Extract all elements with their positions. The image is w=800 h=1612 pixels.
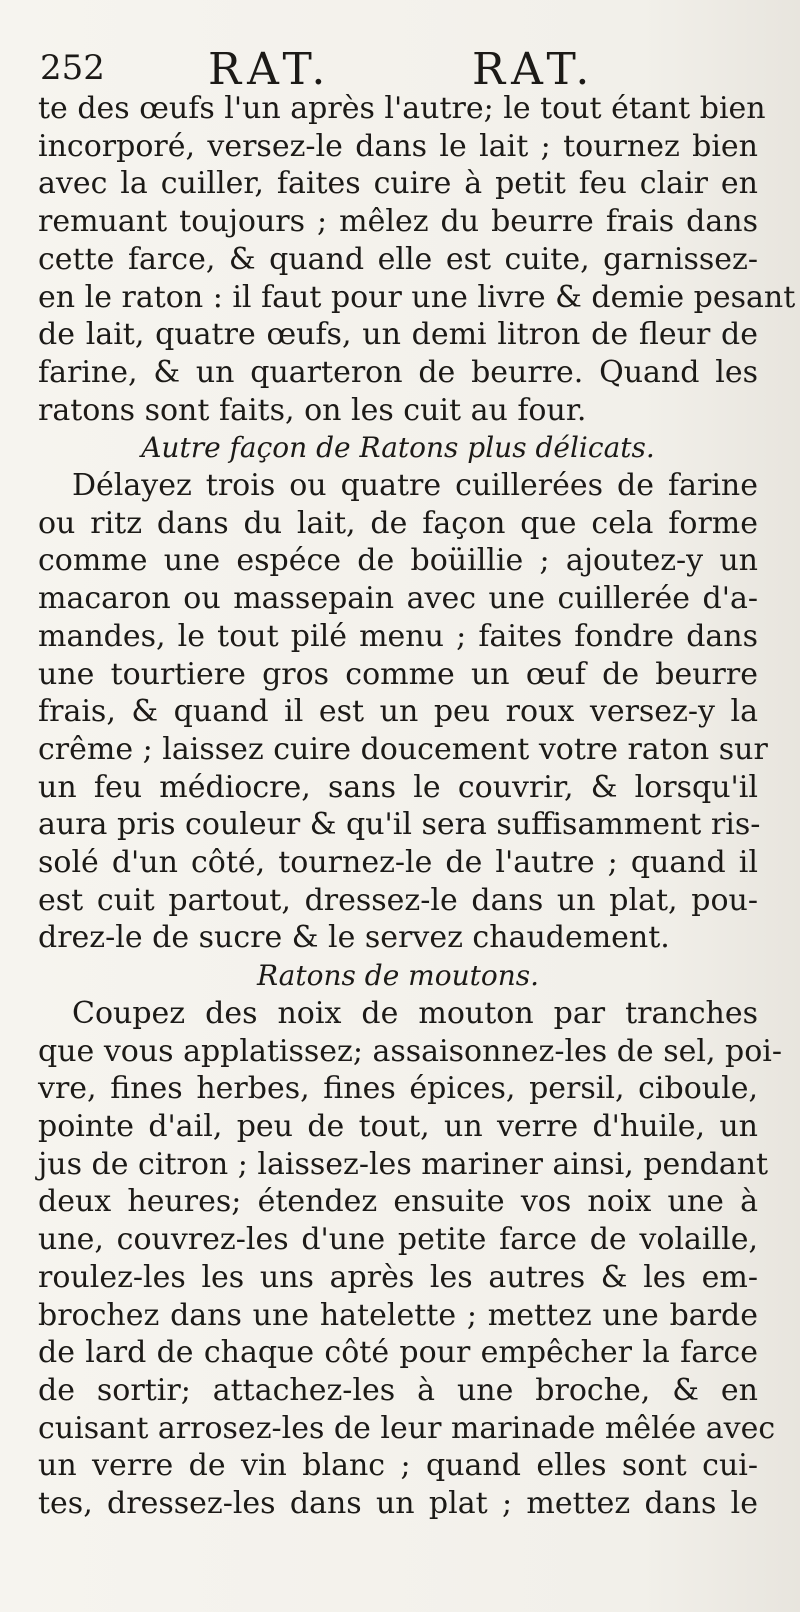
text-line: Coupez des noix de mouton par tranches xyxy=(72,995,758,1031)
text-line: drez-le de sucre & le servez chaudement. xyxy=(38,920,670,956)
text-line: cuisant arrosez-les de leur marinade mêlée avec xyxy=(38,1410,776,1446)
text-line: vre, fines herbes, fines épices, persil, ciboule, xyxy=(38,1071,758,1107)
text-line: brochez dans une hatelette ; mettez une barde xyxy=(38,1297,758,1333)
text-line: incorporé, versez-le dans le lait ; tournez bien xyxy=(38,128,758,164)
section-heading: Ratons de moutons. xyxy=(256,959,540,993)
text-line: jus de citron ; laissez-les mariner ainsi, pendant xyxy=(38,1146,769,1182)
text-line: ratons sont faits, on les cuit au four. xyxy=(38,392,587,428)
text-line: aura pris couleur & qu'il sera suffisamment ris- xyxy=(38,807,761,843)
text-line: Délayez trois ou quatre cuillerées de farine xyxy=(72,468,758,504)
text-line: mandes, le tout pilé menu ; faites fondre dans xyxy=(38,618,758,654)
section-heading: Autre façon de Ratons plus délicats. xyxy=(141,431,655,465)
text-line: une tourtiere gros comme un œuf de beurre xyxy=(38,656,758,692)
text-line: remuant toujours ; mêlez du beurre frais dans xyxy=(38,204,758,240)
running-title-right: RAT. xyxy=(472,44,596,95)
text-line: solé d'un côté, tournez-le de l'autre ; quand il xyxy=(38,845,758,881)
text-line: macaron ou massepain avec une cuillerée d'a- xyxy=(38,581,758,617)
text-line: cette farce, & quand elle est cuite, garnissez- xyxy=(38,241,758,277)
text-line: tes, dressez-les dans un plat ; mettez dans le xyxy=(38,1486,758,1522)
text-line: est cuit partout, dressez-le dans un plat, pou- xyxy=(38,882,758,918)
text-line: pointe d'ail, peu de tout, un verre d'huile, un xyxy=(38,1108,758,1144)
text-line: te des œufs l'un après l'autre; le tout étant bien xyxy=(38,91,766,126)
text-line: avec la cuiller, faites cuire à petit feu clair en xyxy=(38,166,758,202)
text-line: farine, & un quarteron de beurre. Quand les xyxy=(38,354,758,390)
text-line: deux heures; étendez ensuite vos noix une à xyxy=(38,1184,758,1220)
text-line: une, couvrez-les d'une petite farce de volaille, xyxy=(38,1222,758,1258)
text-line: roulez-les les uns après les autres & les em- xyxy=(38,1259,758,1295)
body-text xyxy=(38,90,796,1523)
text-line: en le raton : il faut pour une livre & demie pesant xyxy=(38,279,796,315)
text-line: comme une espéce de boüillie ; ajoutez-y un xyxy=(38,543,758,579)
page-number: 252 xyxy=(40,48,105,88)
running-title-left: RAT. xyxy=(208,44,332,95)
text-line: frais, & quand il est un peu roux versez-y la xyxy=(38,694,758,730)
text-line: de sortir; attachez-les à une broche, & en xyxy=(38,1372,758,1408)
text-line: ou ritz dans du lait, de façon que cela forme xyxy=(38,505,758,541)
text-line: un verre de vin blanc ; quand elles sont cui- xyxy=(38,1448,758,1484)
text-line: de lard de chaque côté pour empêcher la farce xyxy=(38,1335,758,1371)
text-line: un feu médiocre, sans le couvrir, & lorsqu'il xyxy=(38,769,758,805)
text-line: que vous applatissez; assaisonnez-les de sel, poi- xyxy=(38,1033,783,1069)
text-line: crême ; laissez cuire doucement votre raton sur xyxy=(38,731,768,767)
text-line: de lait, quatre œufs, un demi litron de fleur de xyxy=(38,317,758,353)
